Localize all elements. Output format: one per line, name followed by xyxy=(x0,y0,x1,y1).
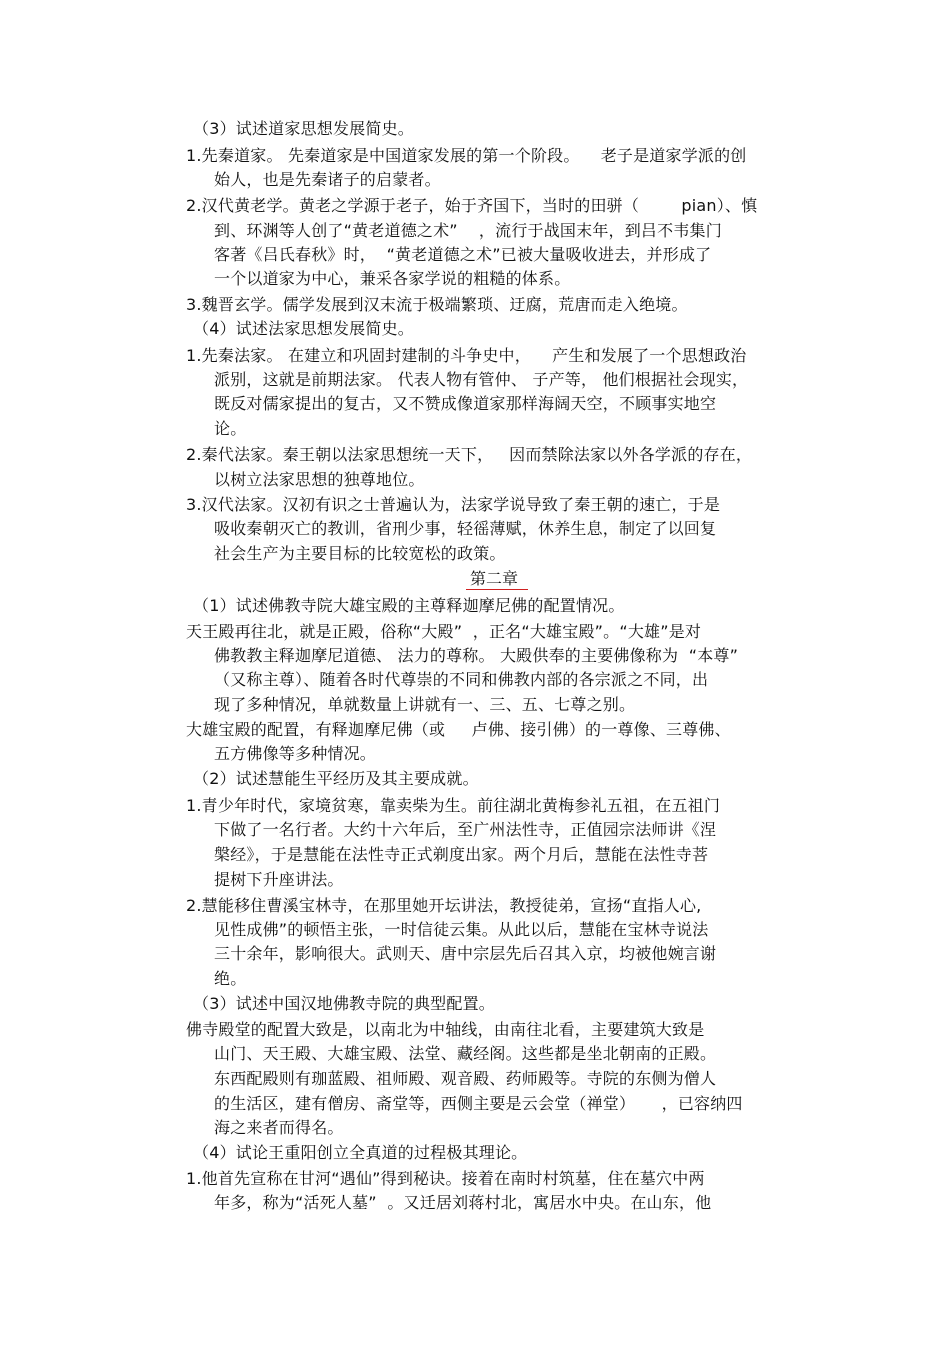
question-heading: （3）试述中国汉地佛教寺院的典型配置。 xyxy=(193,994,495,1013)
question-heading: （2）试述慧能生平经历及其主要成就。 xyxy=(193,769,479,788)
paragraph-line: 客著《吕氏春秋》时， “黄老道德之术”已被大量吸收进去，并形成了 xyxy=(214,245,712,264)
paragraph-line: 3.魏晋玄学。儒学发展到汉末流于极端繁琐、迂腐，荒唐而走入绝境。 xyxy=(186,295,688,314)
paragraph-line: 绝。 xyxy=(214,969,247,988)
paragraph-line: 见性成佛”的顿悟主张，一时信徒云集。从此以后，慧能在宝林寺说法 xyxy=(214,920,709,939)
paragraph-line: 到、环渊等人创了“黄老道德之术” ，流行于战国末年，到吕不韦集门 xyxy=(214,221,722,240)
paragraph-line: 下做了一名行者。大约十六年后，至广州法性寺，正值园宗法师讲《涅 xyxy=(214,820,717,839)
paragraph-line: 提树下升座讲法。 xyxy=(214,870,344,889)
paragraph-line: 佛教教主释迦摩尼道德、 法力的尊称。 大殿供奉的主要佛像称为 “本尊” xyxy=(214,646,739,665)
paragraph-line: 大雄宝殿的配置，有释迦摩尼佛（或 卢佛、接引佛）的一尊像、三尊佛、 xyxy=(186,720,731,739)
paragraph-line: （又称主尊）、随着各时代尊崇的不同和佛教内部的各宗派之不同，出 xyxy=(214,670,709,689)
paragraph-line: 论。 xyxy=(214,419,247,438)
paragraph-line: 1.他首先宣称在甘河“遇仙”得到秘诀。接着在南时村筑墓，住在墓穴中两 xyxy=(186,1169,705,1188)
paragraph-line: 山门、天王殿、大雄宝殿、法堂、藏经阁。这些都是坐北朝南的正殿。 xyxy=(214,1044,717,1063)
paragraph-line: 2.慧能移住曹溪宝林寺，在那里她开坛讲法，教授徒弟，宣扬“直指人心, xyxy=(186,896,702,915)
paragraph-line: 槃经》，于是慧能在法性寺正式剃度出家。两个月后，慧能在法性寺菩 xyxy=(214,845,709,864)
paragraph-line: 1.先秦法家。 在建立和巩固封建制的斗争史中， 产生和发展了一个思想政治 xyxy=(186,346,747,365)
chapter-title: 第二章 xyxy=(470,569,519,588)
paragraph-line: 三十余年，影响很大。武则天、唐中宗层先后召其入京，均被他婉言谢 xyxy=(214,944,717,963)
paragraph-line: 既反对儒家提出的复古，又不赞成像道家那样海阔天空，不顾事实地空 xyxy=(214,394,717,413)
paragraph-line: 现了多种情况，单就数量上讲就有一、三、五、七尊之别。 xyxy=(214,695,636,714)
chapter-title-underline xyxy=(466,589,528,590)
paragraph-line: 吸收秦朝灭亡的教训，省刑少事，轻徭薄赋，休养生息，制定了以回复 xyxy=(214,519,717,538)
paragraph-line: 2.汉代黄老学。黄老之学源于老子，始于齐国下，当时的田骈（ pian）、慎 xyxy=(186,196,758,215)
paragraph-line: 3.汉代法家。汉初有识之士普遍认为，法家学说导致了秦王朝的速亡，于是 xyxy=(186,495,721,514)
question-heading: （1）试述佛教寺院大雄宝殿的主尊释迦摩尼佛的配置情况。 xyxy=(193,596,625,615)
paragraph-line: 佛寺殿堂的配置大致是，以南北为中轴线，由南往北看，主要建筑大致是 xyxy=(186,1020,705,1039)
paragraph-line: 天王殿再往北，就是正殿，俗称“大殿” ，正名“大雄宝殿”。“大雄”是对 xyxy=(186,622,702,641)
paragraph-line: 1.先秦道家。 先秦道家是中国道家发展的第一个阶段。 老子是道家学派的创 xyxy=(186,146,747,165)
paragraph-line: 一个以道家为中心，兼采各家学说的粗糙的体系。 xyxy=(214,269,571,288)
paragraph-line: 年多，称为“活死人墓” 。又迁居刘蒋村北，寓居水中央。在山东，他 xyxy=(214,1193,712,1212)
paragraph-line: 社会生产为主要目标的比较宽松的政策。 xyxy=(214,544,506,563)
paragraph-line: 东西配殿则有珈蓝殿、祖师殿、观音殿、药师殿等。寺院的东侧为僧人 xyxy=(214,1069,717,1088)
paragraph-line: 五方佛像等多种情况。 xyxy=(214,744,377,763)
paragraph-line: 始人，也是先秦诸子的启蒙者。 xyxy=(214,170,441,189)
paragraph-line: 海之来者而得名。 xyxy=(214,1118,344,1137)
question-heading: （4）试述法家思想发展简史。 xyxy=(193,319,414,338)
paragraph-line: 以树立法家思想的独尊地位。 xyxy=(214,470,425,489)
paragraph-line: 2.秦代法家。秦王朝以法家思想统一天下， 因而禁除法家以外各学派的存在， xyxy=(186,445,753,464)
paragraph-line: 的生活区，建有僧房、斋堂等，西侧主要是云会堂（禅堂） ，已容纳四 xyxy=(214,1094,743,1113)
paragraph-line: 派别，这就是前期法家。 代表人物有管仲、 子产等， 他们根据社会现实， xyxy=(214,370,749,389)
question-heading: （3）试述道家思想发展简史。 xyxy=(193,119,414,138)
paragraph-line: 1.青少年时代，家境贫寒，靠卖柴为生。前往湖北黄梅参礼五祖，在五祖门 xyxy=(186,796,721,815)
question-heading: （4）试论王重阳创立全真道的过程极其理论。 xyxy=(193,1143,528,1162)
